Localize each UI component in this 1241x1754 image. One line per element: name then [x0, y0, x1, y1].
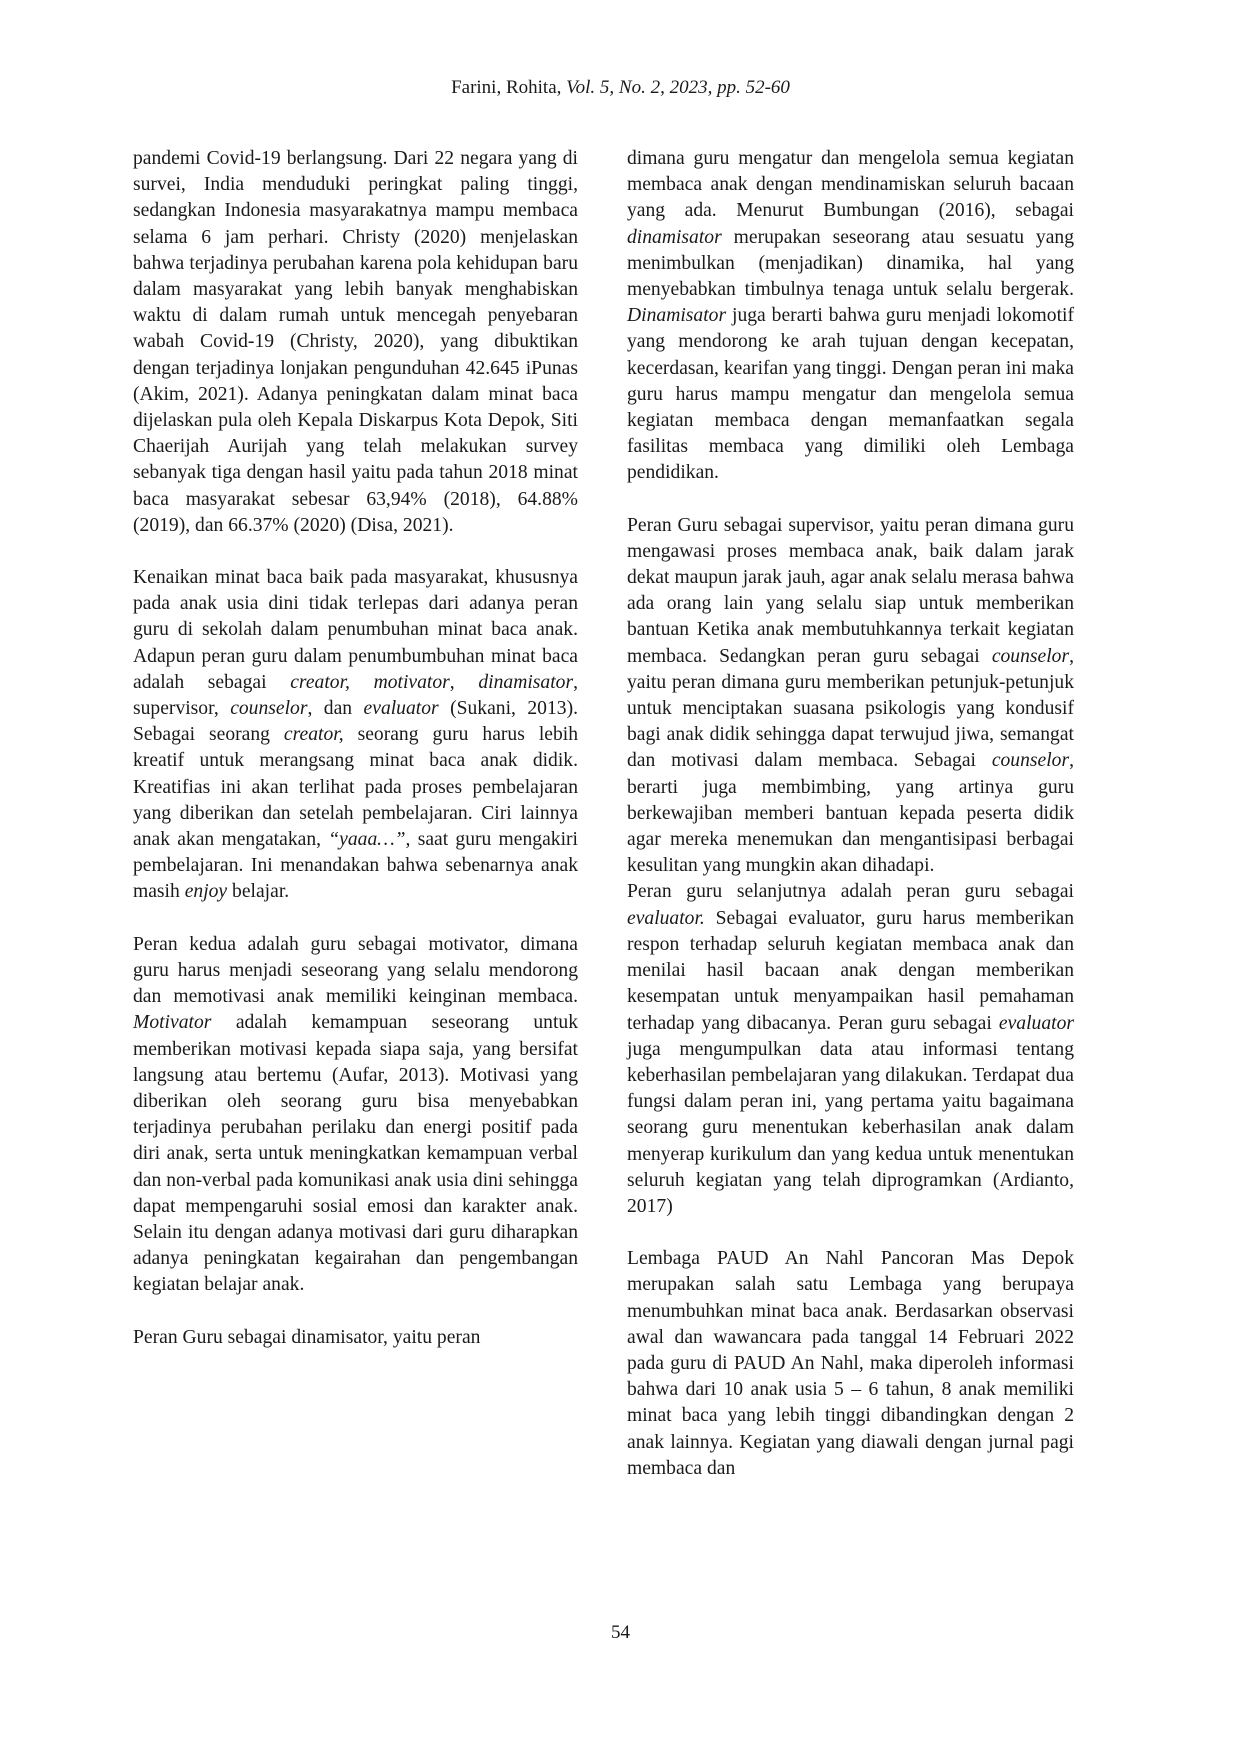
left-paragraph-3: Peran kedua adalah guru sebagai motivator, dimana guru harus menjadi seseorang yang selalu mendorong dan memotivasi anak memiliki keinginan membaca. Motivator adalah kemampuan seseorang untuk memberikan motivasi kepada siapa saja, yang bersifat langsung atau bertemu (Aufar, 2013). Motivasi yang diberikan oleh seorang guru bisa menyebabkan terjadinya perubahan perilaku dan energi positif pada diri anak, serta untuk meningkatkan kemampuan verbal dan non-verbal pada komunikasi anak usia dini sehingga dapat mempengaruhi sosial emosi dan karakter anak. Selain itu dengan adanya motivasi dari guru diharapkan adanya peningkatan kegairahan dan pengembangan kegiatan belajar anak.	[133, 933, 578, 1296]
left-paragraph-4: Peran Guru sebagai dinamisator, yaitu peran	[133, 1326, 481, 1348]
header-citation: Vol. 5, No. 2, 2023, pp. 52-60	[566, 77, 790, 98]
running-header	[0, 76, 1241, 100]
header-authors: Farini, Rohita,	[451, 77, 567, 98]
right-paragraph-1: dimana guru mengatur dan mengelola semua kegiatan membaca anak dengan mendinamiskan seluruh bacaan yang ada. Menurut Bumbungan (2016), sebagai dinamisator merupakan seseorang atau sesuatu yang menimbulkan (menjadikan) dinamika, hal yang menyebabkan timbulnya tenaga untuk selalu bergerak. Dinamisator juga berarti bahwa guru menjadi lokomotif yang mendorong ke arah tujuan dengan kecepatan, kecerdasan, kearifan yang tinggi. Dengan peran ini maka guru harus mampu mengatur dan mengelola semua kegiatan membaca dengan memanfaatkan segala fasilitas membaca yang dimiliki oleh Lembaga pendidikan.	[627, 148, 1074, 484]
right-paragraph-2: Peran Guru sebagai supervisor, yaitu peran dimana guru mengawasi proses membaca anak, baik dalam jarak dekat maupun jarak jauh, agar anak selalu merasa bahwa ada orang lain yang selalu siap untuk memberikan bantuan Ketika anak membutuhkannya terkait kegiatan membaca. Sedangkan peran guru sebagai counselor, yaitu peran dimana guru memberikan petunjuk-petunjuk untuk menciptakan suasana psikologis yang kondusif bagi anak didik sehingga dapat terwujud jiwa, semangat dan motivasi dalam membaca. Sebagai counselor, berarti juga membimbing, yang artinya guru berkewajiban memberi bantuan kepada peserta didik agar mereka menemukan dan mengantisipasi berbagai kesulitan yang mungkin akan dihadapi.	[627, 514, 1074, 877]
right-column	[627, 146, 1074, 1482]
left-paragraph-1: pandemi Covid-19 berlangsung. Dari 22 negara yang di survei, India menduduki peringkat paling tinggi, sedangkan Indonesia masyarakatnya mampu membaca selama 6 jam perhari. Christy (2020) menjelaskan bahwa terjadinya perubahan karena pola kehidupan baru dalam masyarakat yang lebih banyak menghabiskan waktu di dalam rumah untuk mencegah penyebaran wabah Covid-19 (Christy, 2020), yang dibuktikan dengan terjadinya lonjakan pengunduhan 42.645 iPunas (Akim, 2021). Adanya peningkatan dalam minat baca dijelaskan pula oleh Kepala Diskarpus Kota Depok, Siti Chaerijah Aurijah yang telah melakukan survey sebanyak tiga dengan hasil yaitu pada tahun 2018 minat baca masyarakat sebesar 63,94% (2018), 64.88% (2019), dan 66.37% (2020) (Disa, 2021).	[133, 148, 578, 536]
page-number: 54	[611, 1622, 630, 1643]
right-paragraph-3: Peran guru selanjutnya adalah peran guru sebagai evaluator. Sebagai evaluator, guru harus memberikan respon terhadap seluruh kegiatan membaca anak dan menilai hasil bacaan anak dengan memberikan kesempatan untuk menyampaikan hasil pemahaman terhadap yang dibacanya. Peran guru sebagai evaluator juga mengumpulkan data atau informasi tentang keberhasilan pembelajaran yang dilakukan. Terdapat dua fungsi dalam peran ini, yang pertama yaitu bagaimana seorang guru menentukan keberhasilan anak dalam menyerap kurikulum dan yang kedua untuk menentukan seluruh kegiatan yang telah diprogramkan (Ardianto, 2017)	[627, 881, 1074, 1217]
right-paragraph-4: Lembaga PAUD An Nahl Pancoran Mas Depok merupakan salah satu Lembaga yang berupaya menumbuhkan minat baca anak. Berdasarkan observasi awal dan wawancara pada tanggal 14 Februari 2022 pada guru di PAUD An Nahl, maka diperoleh informasi bahwa dari 10 anak usia 5 – 6 tahun, 8 anak memiliki minat baca yang lebih tinggi dibandingkan dengan 2 anak lainnya. Kegiatan yang diawali dengan jurnal pagi membaca dan	[627, 1248, 1074, 1479]
left-paragraph-2: Kenaikan minat baca baik pada masyarakat, khususnya pada anak usia dini tidak terlepas dari adanya peran guru di sekolah dalam penumbuhan minat baca anak. Adapun peran guru dalam penumbumbuhan minat baca adalah sebagai creator, motivator, dinamisator, supervisor, counselor, dan evaluator (Sukani, 2013). Sebagai seorang creator, seorang guru harus lebih kreatif untuk merangsang minat baca anak didik. Kreatifias ini akan terlihat pada proses pembelajaran yang diberikan dan setelah pembelajaran. Ciri lainnya anak akan mengatakan, “yaaa…”, saat guru mengakiri pembelajaran. Ini menandakan bahwa sebenarnya anak masih enjoy belajar.	[133, 567, 578, 903]
left-column	[133, 146, 578, 1351]
